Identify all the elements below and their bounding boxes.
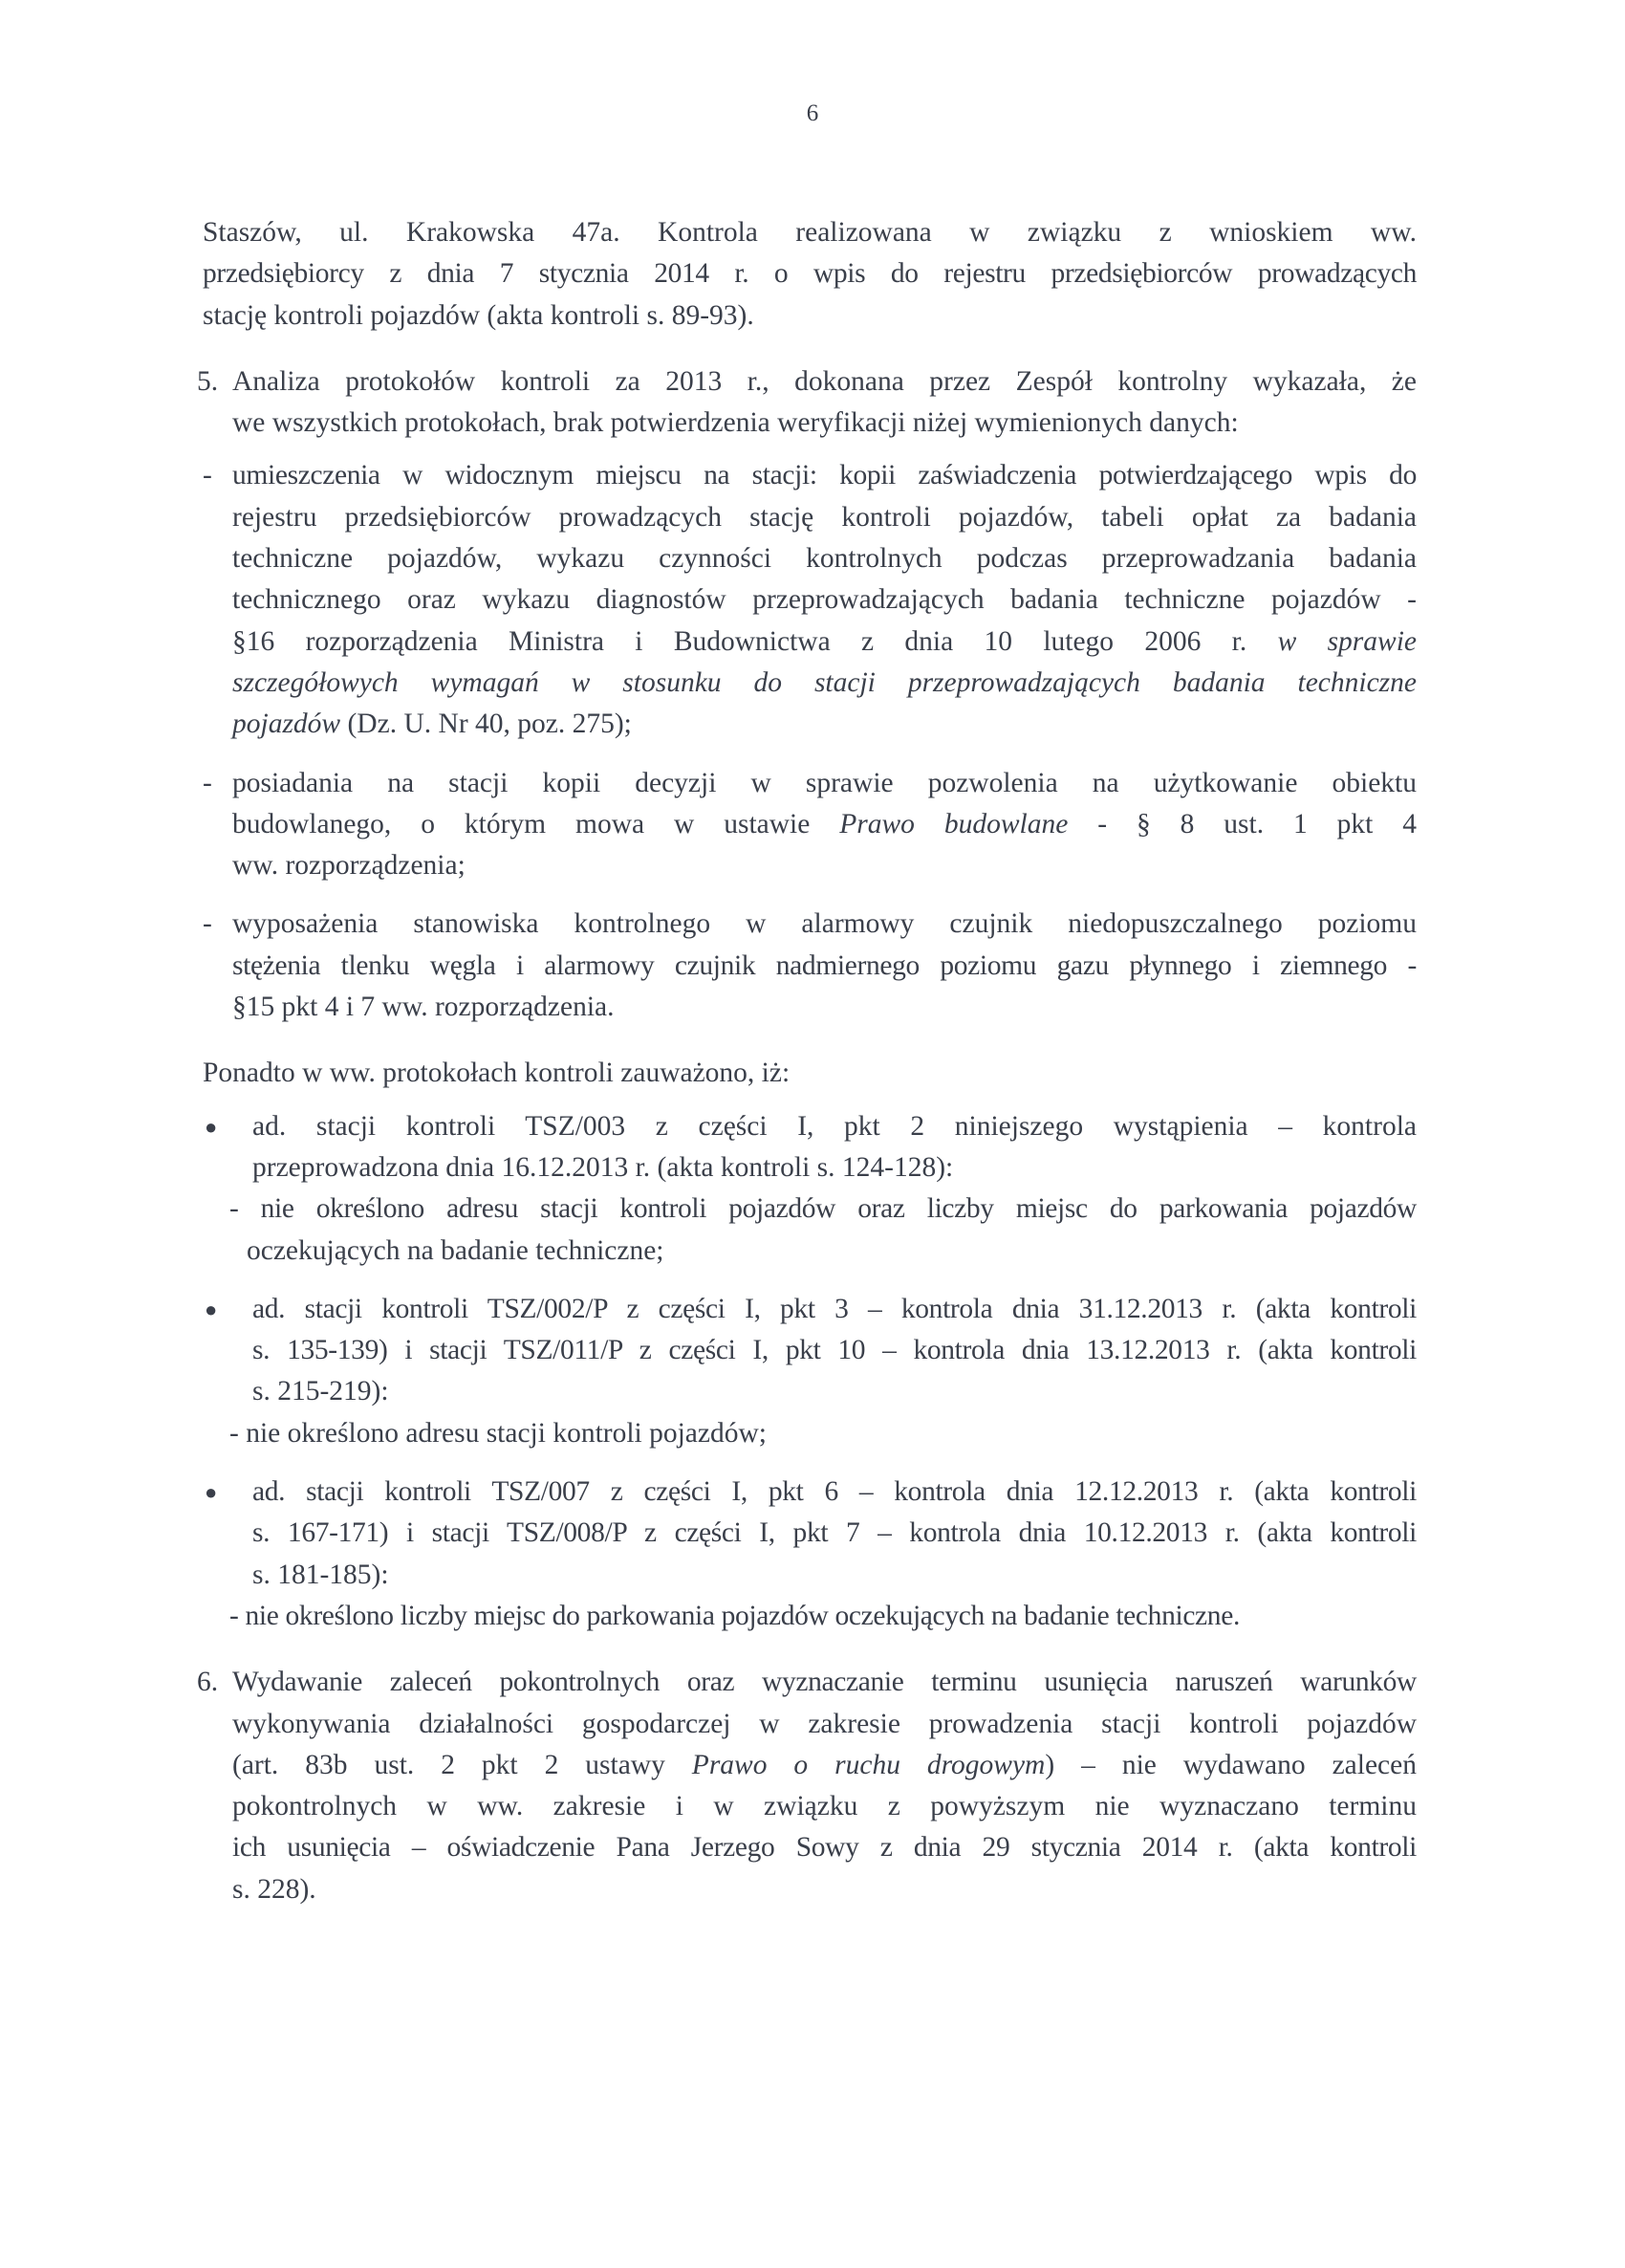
text-line: ad. stacji kontroli TSZ/002/P z części I, pkt 3 – kontrola dnia 31.12.2013 r. (akta kontroli bbox=[252, 1293, 1417, 1324]
text-line: s. 181-185): bbox=[252, 1559, 389, 1590]
text-line bbox=[232, 804, 1417, 845]
text-line: posiadania na stacji kopii decyzji w sprawie pozwolenia na użytkowanie obiektu bbox=[232, 767, 1417, 798]
text-span: §16 rozporządzenia Ministra i Budownictwa z dnia 10 lutego 2006 r. bbox=[232, 625, 1278, 657]
text-line: rejestru przedsiębiorców prowadzących stację kontroli pojazdów, tabeli opłat za badania bbox=[232, 501, 1417, 533]
text-line: ad. stacji kontroli TSZ/007 z części I, pkt 6 – kontrola dnia 12.12.2013 r. (akta kontroli bbox=[252, 1476, 1417, 1508]
section-6 bbox=[197, 1662, 1417, 1910]
bullet-item bbox=[203, 1289, 1417, 1413]
text-line: przedsiębiorcy z dnia 7 stycznia 2014 r. o wpis do rejestru przedsiębiorców prowadzących bbox=[203, 258, 1417, 290]
text-line: we wszystkich protokołach, brak potwierdzenia weryfikacji niżej wymienionych danych: bbox=[232, 407, 1239, 439]
dash-marker: - bbox=[203, 908, 212, 940]
text-span: (art. 83b ust. 2 pkt 2 ustawy bbox=[232, 1749, 692, 1780]
dash-marker: - bbox=[203, 460, 212, 491]
text-line: s. 167-171) i stacji TSZ/008/P z części I, pkt 7 – kontrola dnia 10.12.2013 r. (akta kontroli bbox=[252, 1517, 1417, 1549]
section-5 bbox=[197, 361, 1417, 445]
text-line: oczekujących na badanie techniczne; bbox=[247, 1234, 664, 1266]
text-span: (Dz. U. Nr 40, poz. 275); bbox=[340, 709, 632, 740]
text-line: - nie określono adresu stacji kontroli pojazdów oraz liczby miejsc do parkowania pojazdów bbox=[229, 1193, 1417, 1225]
text-line: s. 228). bbox=[232, 1873, 316, 1905]
text-span: - § 8 ust. 1 pkt 4 bbox=[1068, 808, 1417, 840]
text-line: Ponadto w ww. protokołach kontroli zauważono, iż: bbox=[203, 1058, 791, 1089]
text-line bbox=[232, 704, 1417, 745]
bullet-item bbox=[203, 1106, 1417, 1189]
page-number: 6 bbox=[806, 100, 819, 126]
text-line bbox=[232, 1745, 1417, 1786]
text-line: s. 135-139) i stacji TSZ/011/P z części I, pkt 10 – kontrola dnia 13.12.2013 r. (akta kontroli bbox=[252, 1335, 1417, 1366]
finding-item bbox=[203, 1189, 1417, 1272]
text-line: wyposażenia stanowiska kontrolnego w alarmowy czujnik niedopuszczalnego poziomu bbox=[232, 908, 1417, 940]
text-line: pokontrolnych w ww. zakresie i w związku z powyższym nie wyznaczano terminu bbox=[232, 1791, 1417, 1822]
italic-span: w sprawie bbox=[1277, 625, 1417, 657]
text-span: ) – nie wydawano zaleceń bbox=[1045, 1749, 1417, 1780]
text-line: ich usunięcia – oświadczenie Pana Jerzego Sowy z dnia 29 stycznia 2014 r. (akta kontroli bbox=[232, 1832, 1417, 1864]
italic-span: pojazdów bbox=[232, 709, 341, 740]
document-body bbox=[197, 212, 1417, 1910]
section-number: 6. bbox=[197, 1667, 219, 1698]
italic-span: Prawo o ruchu drogowym bbox=[691, 1749, 1046, 1780]
intro-paragraph bbox=[203, 212, 1417, 337]
bullet-item bbox=[203, 1472, 1417, 1596]
text-line: stężenia tlenku węgla i alarmowy czujnik nadmiernego poziomu gazu płynnego i ziemnego - bbox=[232, 949, 1417, 981]
text-line: - nie określono liczby miejsc do parkowania pojazdów oczekujących na badanie techniczne. bbox=[229, 1600, 1240, 1631]
finding-item bbox=[203, 1596, 1417, 1637]
text-line: technicznego oraz wykazu diagnostów przeprowadzających badania techniczne pojazdów - bbox=[232, 584, 1417, 616]
text-line bbox=[232, 622, 1417, 663]
italic-span: Prawo budowlane bbox=[839, 808, 1069, 840]
text-line: przeprowadzona dnia 16.12.2013 r. (akta kontroli s. 124-128): bbox=[252, 1151, 954, 1183]
bullet-icon: ● bbox=[205, 1297, 218, 1321]
text-line: Analiza protokołów kontroli za 2013 r., dokonana przez Zespół kontrolny wykazała, że bbox=[232, 365, 1417, 397]
text-line: szczegółowych wymagań w stosunku do stacji przeprowadzających badania techniczne bbox=[232, 666, 1417, 698]
bullet-icon: ● bbox=[205, 1480, 218, 1505]
text-line: wykonywania działalności gospodarczej w zakresie prowadzenia stacji kontroli pojazdów bbox=[232, 1708, 1417, 1739]
text-line: Wydawanie zaleceń pokontrolnych oraz wyznaczanie terminu usunięcia naruszeń warunków bbox=[232, 1667, 1417, 1698]
text-line: s. 215-219): bbox=[252, 1376, 389, 1407]
text-line: umieszczenia w widocznym miejscu na stacji: kopii zaświadczenia potwierdzającego wpis do bbox=[232, 460, 1417, 491]
text-line: - nie określono adresu stacji kontroli pojazdów; bbox=[229, 1417, 767, 1449]
list-item bbox=[203, 904, 1417, 1028]
text-line: ww. rozporządzenia; bbox=[232, 850, 466, 882]
text-line: §15 pkt 4 i 7 ww. rozporządzenia. bbox=[232, 992, 615, 1023]
text-line: stację kontroli pojazdów (akta kontroli s. 89-93). bbox=[203, 299, 754, 331]
dash-marker: - bbox=[203, 767, 212, 798]
text-line: techniczne pojazdów, wykazu czynności kontrolnych podczas przeprowadzania badania bbox=[232, 543, 1417, 575]
text-span: budowlanego, o którym mowa w ustawie bbox=[232, 808, 840, 840]
list-item bbox=[203, 455, 1417, 745]
text-line: Staszów, ul. Krakowska 47a. Kontrola realizowana w związku z wnioskiem ww. bbox=[203, 217, 1417, 248]
list-item bbox=[203, 763, 1417, 887]
finding-item bbox=[203, 1413, 1417, 1454]
bullet-icon: ● bbox=[205, 1114, 218, 1139]
section-number: 5. bbox=[197, 365, 219, 397]
text-line: ad. stacji kontroli TSZ/003 z części I, pkt 2 niniejszego wystąpienia – kontrola bbox=[252, 1110, 1417, 1142]
